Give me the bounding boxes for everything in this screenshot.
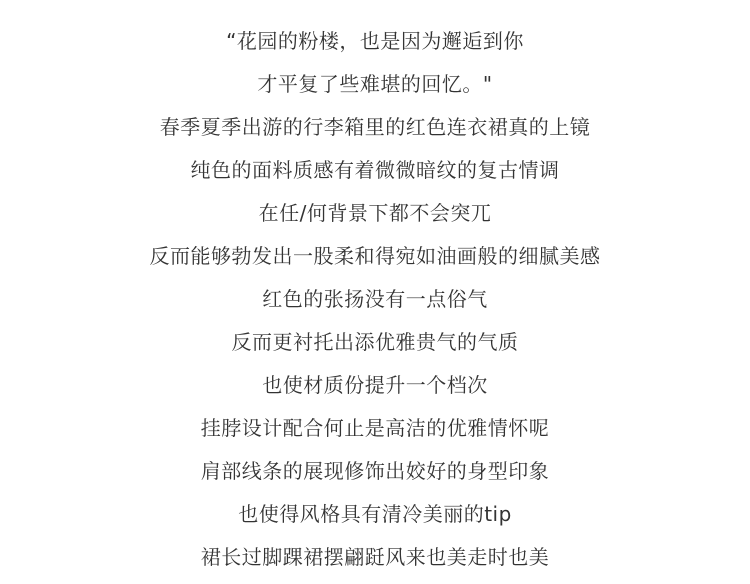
text-line-12: 也使得风格具有清冷美丽的tip (238, 502, 512, 526)
text-line-5: 在任/何背景下都不会突兀 (258, 201, 492, 225)
text-line-7: 红色的张扬没有一点俗气 (262, 287, 488, 311)
text-block (0, 20, 750, 579)
text-line-6: 反而能够勃发出一股柔和得宛如油画般的细腻美感 (149, 244, 601, 268)
text-line-4: 纯色的面料质感有着微微暗纹的复古情调 (190, 158, 560, 182)
text-line-13: 裙长过脚踝裙摆翩跹风来也美走时也美 (200, 545, 550, 569)
text-line-9: 也使材质份提升一个档次 (262, 373, 488, 397)
text-line-1: “花园的粉楼，也是因为邂逅到你 (226, 29, 524, 53)
text-line-11: 肩部线条的展现修饰出姣好的身型印象 (200, 459, 550, 483)
text-line-2: 才平复了些难堪的回忆。" (257, 72, 493, 96)
text-line-10: 挂脖设计配合何止是高洁的优雅情怀呢 (200, 416, 550, 440)
text-line-3: 春季夏季出游的行李箱里的红色连衣裙真的上镜 (159, 115, 591, 139)
text-line-8: 反而更衬托出添优雅贵气的气质 (231, 330, 519, 354)
